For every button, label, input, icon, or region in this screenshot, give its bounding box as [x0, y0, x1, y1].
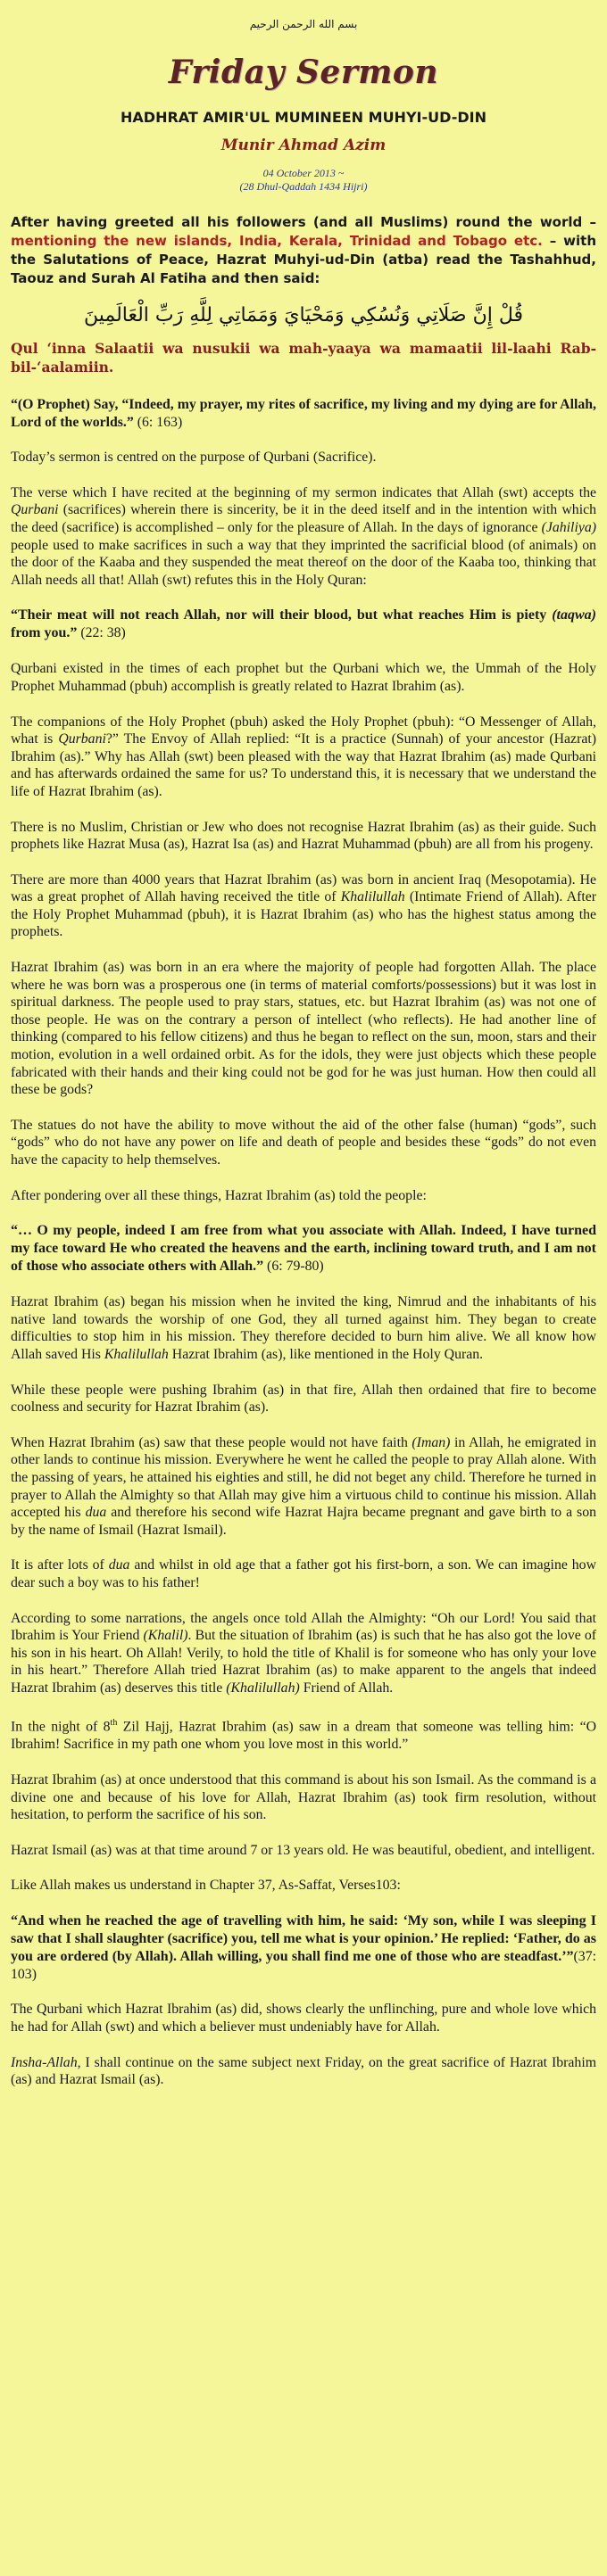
italic-term: Khalilullah [340, 889, 405, 905]
paragraph [11, 484, 596, 590]
verse-reference: (6: 79-80) [263, 1259, 324, 1275]
text: (Intimate Friend of Allah). After the Holy Prophet Muhammad (pbuh), it is Hazrat Ibrahim (as) who has the highest status among the prophets. [11, 889, 596, 940]
superscript: th [110, 1718, 118, 1729]
quote-text: “Their meat will not reach Allah, nor will their blood, but what reaches Him is piety [11, 607, 553, 623]
text: , I shall continue on the same subject next Friday, on the great sacrifice of Hazrat Ibrahim (as) and Hazrat Ismail (as). [11, 2054, 596, 2088]
paragraph [11, 714, 596, 801]
italic-term: (Iman) [412, 1434, 451, 1450]
author-name: Munir Ahmad Azim [220, 136, 387, 154]
text: When Hazrat Ibrahim (as) saw that these people would not have faith [11, 1434, 412, 1450]
italic-term-inner: (taqwa) [552, 607, 596, 623]
verse-reference: (37: 103) [11, 1948, 596, 1982]
italic-term: (Khalilullah) [226, 1680, 300, 1696]
text: There are more than 4000 years that Hazrat Ibrahim (as) was born in ancient Iraq (Mesopotamia). He was a great prophet of Allah having received the title of [11, 871, 596, 905]
text: and therefore his second wife Hazrat Hajra became pregnant and gave birth to a son by the name of Ismail (Hazrat Ismail). [11, 1505, 597, 1538]
subtitle: HADHRAT AMIR'UL MUMINEEN MUHYI-UD-DIN [121, 109, 486, 126]
text: and whilst in old age that a father got his first-born, a son. We can imagine how dear such a boy was to his father! [11, 1557, 596, 1590]
verse-reference: (22: 38) [77, 625, 126, 641]
paragraph [11, 871, 596, 941]
text: Friend of Allah. [299, 1680, 394, 1696]
paragraph: There is no Muslim, Christian or Jew who does not recognise Hazrat Ibrahim (as) as their guide. Such prophets like Hazrat Musa (as), Hazrat Isa (as) and Hazrat Muhammad (pbuh) are all from his progeny. [11, 819, 596, 853]
arabic-verse: قُلْ إِنَّ صَلَاتِي وَنُسُكِي وَمَحْيَايَ وَمَمَاتِي لِلَّهِ رَبِّ الْعَالَمِينَ [83, 304, 524, 326]
quote-paragraph [11, 607, 596, 642]
paragraph [11, 1293, 596, 1363]
text: Hazrat Ibrahim (as) began his mission when he invited the king, Nimrud and the inhabitants of his native land towards the worship of one God, they all turned against him. They began to create difficulties to stop him in his mission. They therefore decided to burn him alive. We all know how Allah saved His [11, 1294, 596, 1362]
text: According to some narrations, the angels once told Allah the Almighty: “Oh our Lord! You said that Ibrahim is Your Friend [11, 1610, 596, 1644]
quote-text: “And when he reached the age of travelling with him, he said: ‘My son, while I was sleeping I saw that I shall slaughter (sacrifice) you, tell me what is your opinion.’ He replied: ‘Father, do as you are ordered (by Allah). Allah willing, you shall find me one of those who are steadfast.’” [11, 1912, 596, 1964]
italic-term: Qurbani [11, 502, 59, 518]
paragraph: Hazrat Ibrahim (as) was born in an era where the majority of people had forgotten Allah. The place where he was born was a prosperous one (in terms of material comforts/possessions) but it was lost in spiritual darkness. The people used to pray stars, statues, etc. but Hazrat Ibrahim (as) was not one of those people. He was on the contrary a person of intellect (who reflects). He had another line of thinking (compared to his fellow citizens) and thus he began to reflect on the sun, moon, stars and their motion, evolution in a well ordained orbit. As for the idols, they were just objects which these people fabricated with their hands and their king could not be god for he was just human. How then could all these be gods? [11, 960, 596, 1098]
italic-term: dua [108, 1557, 130, 1573]
italic-term: dua [85, 1505, 107, 1521]
intro-highlight: mentioning the new islands, India, Kerala, Trinidad and Tobago etc. [11, 233, 543, 249]
verse-transliteration: Qul ‘inna Salaatii wa nusukii wa mah-yaaya wa mamaatii lil-laahi Rab-bil-‘aalamiin. [11, 340, 596, 376]
text: In the night of 8 [11, 1719, 111, 1735]
paragraph: Today’s sermon is centred on the purpose of Qurbani (Sacrifice). [11, 450, 377, 466]
date-block [11, 167, 596, 194]
closing-paragraph [11, 2054, 596, 2089]
date-hijri: (28 Dhul-Qaddah 1434 Hijri) [239, 180, 368, 193]
text: Zil Hajj, Hazrat Ibrahim (as) saw in a dream that someone was telling him: “O Ibrahim! Sacrifice in my path one whom you love most in this world.” [11, 1719, 596, 1753]
paragraph [11, 1714, 596, 1753]
paragraph: Like Allah makes us understand in Chapter 37, As-Saffat, Verses103: [11, 1878, 401, 1894]
paragraph: Hazrat Ismail (as) was at that time around 7 or 13 years old. He was beautiful, obedient, and intelligent. [11, 1842, 595, 1858]
verse-translation-text: “(O Prophet) Say, “Indeed, my prayer, my rites of sacrifice, my living and my dying are for Allah, Lord of the worlds.” [11, 397, 596, 430]
italic-term: (Jahiliya) [541, 519, 596, 535]
italic-term: Khalilullah [104, 1346, 169, 1362]
quote-paragraph [11, 1222, 596, 1276]
italic-term: Qurbani [58, 731, 106, 747]
quote-paragraph [11, 1912, 596, 1984]
text: ?” The Envoy of Allah replied: “It is a practice (Sunnah) of your ancestor (Hazrat) Ibrahim (as).” Why has Allah (swt) been pleased with the way that Hazrat Ibrahim (as) made Qurbani and has afterwards ordained the same for us? To understand this, it is necessary that we understand the life of Hazrat Ibrahim (as). [11, 731, 596, 799]
text: people used to make sacrifices in such a way that they imprinted the sacrificial blood (of animals) on the door of the Kaaba and they suspended the meat thereof on the door of the Kaaba too, thinking that Allah needs all that! Allah (swt) refutes this in the Holy Quran: [11, 537, 596, 588]
paragraph: Qurbani existed in the times of each prophet but the Qurbani which we, the Ummah of the Holy Prophet Muhammad (pbuh) accomplish is greatly related to Hazrat Ibrahim (as). [11, 661, 596, 694]
paragraph [11, 1434, 596, 1540]
paragraph [11, 1556, 596, 1591]
quote-text: “… O my people, indeed I am free from what you associate with Allah. Indeed, I have turned my face toward He who created the heavens and the earth, inclining toward truth, and I am not of those who associate others with Allah.” [11, 1223, 596, 1275]
text: Hazrat Ibrahim (as), like mentioned in the Holy Quran. [168, 1346, 484, 1362]
paragraph: The statues do not have the ability to move without the aid of the other false (human) “gods”, such “gods” who do not have any power on life and death of people and besides these “gods” do not even have the capacity to help themselves. [11, 1117, 596, 1168]
quote-text: from you.” [11, 625, 78, 641]
intro-text-1: After having greeted all his followers (and all Muslims) round the world – [11, 214, 596, 230]
italic-term: (Khalil) [143, 1628, 188, 1644]
text: in Allah, he emigrated in other lands to continue his mission. Everywhere he went he called the people to pray Allah alone. With the passing of years, he attained his eighties and still, he did not beget any child. Therefore he turned in prayer to Allah the Almighty so that Allah may give him a virtuous child to continue his mission. Allah accepted his [11, 1434, 597, 1521]
paragraph: The Qurbani which Hazrat Ibrahim (as) did, shows clearly the unflinching, pure and whole love which he had for Allah (swt) and which a believer must undeniably have for Allah. [11, 2002, 596, 2035]
basmala: بسم الله الرحمن الرحيم [249, 18, 358, 30]
text: It is after lots of [11, 1557, 109, 1573]
page-title: Friday Sermon [168, 54, 439, 91]
paragraph: Hazrat Ibrahim (as) at once understood that this command is about his son Ismail. As the command is a divine one and because of his love for Allah, Hazrat Ibrahim (as) took firm resolution, without hesitation, to perform the sacrifice of his son. [11, 1771, 596, 1823]
verse-reference: (6: 163) [133, 414, 183, 430]
paragraph: After pondering over all these things, Hazrat Ibrahim (as) told the people: [11, 1187, 427, 1203]
date-gregorian: 04 October 2013 ~ [262, 167, 345, 179]
text: . But the situation of Ibrahim (as) is such that he has also got the love of his son in his heart. Oh Allah! Verily, to hold the title of Khalil is for someone who has only your love in his heart.” Therefore Allah tried Hazrat Ibrahim (as) to make apparent to the angels that indeed Hazrat Ibrahim (as) deserves this title [11, 1628, 596, 1696]
intro-paragraph [11, 213, 596, 288]
verse-translation [11, 396, 596, 431]
italic-term [552, 607, 596, 623]
italic-term: Insha-Allah [11, 2054, 78, 2070]
text: The verse which I have recited at the beginning of my sermon indicates that Allah (swt) accepts the [11, 484, 596, 500]
text: The companions of the Holy Prophet (pbuh) asked the Holy Prophet (pbuh): “O Messenger of Allah, what is [11, 714, 596, 747]
paragraph [11, 1610, 596, 1697]
text: (sacrifices) wherein there is sincerity, be it in the deed itself and in the intention with which the deed (sacrifice) is accomplished – only for the pleasure of Allah. In the days of ignorance [11, 502, 596, 535]
paragraph: While these people were pushing Ibrahim (as) in that fire, Allah then ordained that fire to become coolness and security for Hazrat Ibrahim (as). [11, 1382, 596, 1416]
intro-text-2: – with the Salutations of Peace, Hazrat Muhyi-ud-Din (atba) read the Tashahhud, Taouz and Surah Al Fatiha and then said: [11, 233, 596, 286]
